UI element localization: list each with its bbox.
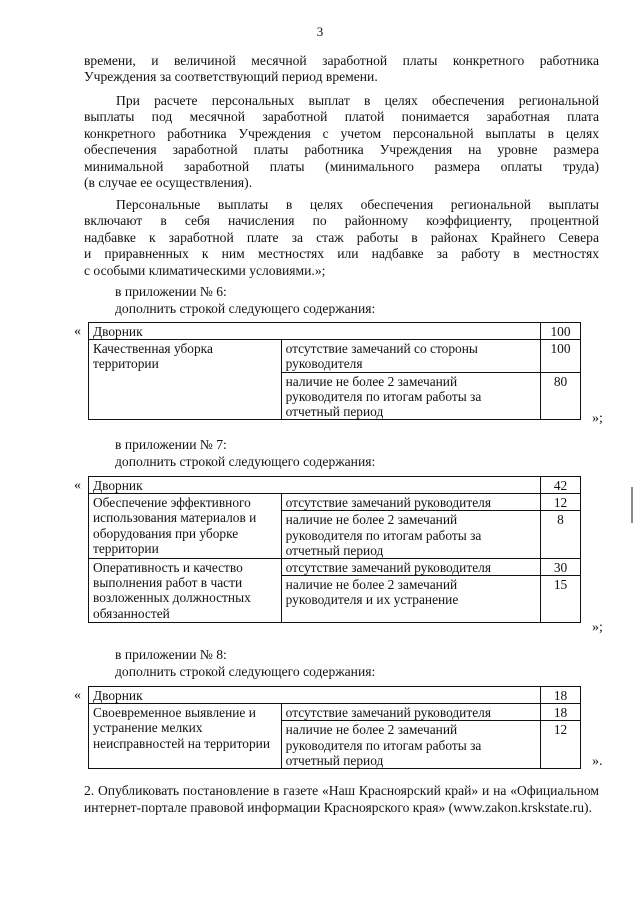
- calc-line: При расчете персональных выплат в целях обеспечения региональной: [116, 93, 599, 108]
- publication-paragraph: [84, 782, 599, 816]
- appendix7-table: [88, 476, 581, 623]
- appendix7-heading: в приложении № 7:: [115, 437, 227, 452]
- personal-line: надбавке к заработной плате за стаж работы в районах Крайнего Севера: [84, 229, 599, 245]
- table-row: [89, 687, 581, 704]
- points-cell: 12: [541, 494, 581, 511]
- appendix8-heading: в приложении № 8:: [115, 647, 227, 662]
- table-row: [89, 340, 581, 372]
- position-total: 42: [541, 477, 581, 494]
- condition-cell: отсутствие замечаний руководителя: [281, 494, 540, 511]
- appendix6-open-quote: «: [74, 324, 81, 339]
- calc-paragraph: [84, 93, 599, 191]
- personal-line: Персональные выплаты в целях обеспечения региональной выплаты: [116, 197, 599, 212]
- table-row: [89, 704, 581, 721]
- personal-payments-paragraph: [84, 197, 599, 279]
- calc-line: конкретного работника Учреждения с учетом персональной выплаты в целях: [84, 125, 599, 141]
- condition-cell: отсутствие замечаний со стороны руководителя: [281, 340, 540, 372]
- criterion-cell: Обеспечение эффективного использования материалов и оборудования при уборке территории: [89, 494, 282, 559]
- calc-line: выплаты под месячной заработной платой понимается заработная плата: [84, 109, 599, 125]
- condition-cell: отсутствие замечаний руководителя: [281, 704, 540, 721]
- condition-cell: наличие не более 2 замечаний руководителя по итогам работы за отчетный период: [281, 511, 540, 559]
- intro-line: времени, и величиной месячной заработной платы конкретного работника: [84, 53, 599, 68]
- personal-line: включают в себя начисления по районному коэффициенту, процентной: [84, 213, 599, 229]
- appendix6-table: [88, 322, 581, 420]
- calc-line: обеспечения заработной платы работника Учреждения на уровне размера: [84, 142, 599, 158]
- position-total: 18: [541, 687, 581, 704]
- criterion-cell: Оперативность и качество выполнения работ в части возложенных должностных обязанностей: [89, 559, 282, 623]
- scan-edge-mark: [631, 487, 633, 523]
- position-cell: Дворник: [89, 687, 541, 704]
- points-cell: 100: [541, 340, 581, 372]
- appendix8-subheading: дополнить строкой следующего содержания:: [115, 664, 376, 679]
- appendix7-open-quote: «: [74, 478, 81, 493]
- appendix6-close-quote: »;: [592, 411, 603, 426]
- table-row: [89, 559, 581, 576]
- points-cell: 15: [541, 576, 581, 623]
- condition-cell: наличие не более 2 замечаний руководителя и их устранение: [281, 576, 540, 623]
- table-row: [89, 323, 581, 340]
- appendix7-close-quote: »;: [592, 620, 603, 635]
- intro-paragraph: [84, 53, 599, 86]
- publication-line: края» (www.zakon.krskstate.ru).: [412, 800, 592, 815]
- condition-cell: наличие не более 2 замечаний руководителя по итогам работы за отчетный период: [281, 372, 540, 420]
- table-row: [89, 477, 581, 494]
- personal-line: с особыми климатическими условиями.»;: [84, 262, 326, 278]
- position-cell: Дворник: [89, 323, 541, 340]
- position-cell: Дворник: [89, 477, 541, 494]
- publication-line: 2. Опубликовать постановление в газете «Наш Красноярский край»: [84, 783, 479, 798]
- personal-line: и приравненных к ним местностях или надбавке за работу в местностях: [84, 246, 599, 262]
- criterion-cell: Своевременное выявление и устранение мелких неисправностей на территории: [89, 704, 282, 769]
- appendix8-table: [88, 686, 581, 769]
- publication-line: и на «Официальном интернет-портале правовой информации Красноярского: [84, 783, 600, 815]
- criterion-cell: Качественная уборка территории: [89, 340, 282, 420]
- appendix6-subheading: дополнить строкой следующего содержания:: [115, 301, 376, 316]
- page-number: 3: [316, 24, 324, 39]
- appendix8-open-quote: «: [74, 688, 81, 703]
- position-total: 100: [541, 323, 581, 340]
- appendix6-heading: в приложении № 6:: [115, 284, 227, 299]
- points-cell: 8: [541, 511, 581, 559]
- points-cell: 12: [541, 721, 581, 769]
- points-cell: 80: [541, 372, 581, 420]
- points-cell: 30: [541, 559, 581, 576]
- calc-line: (в случае ее осуществления).: [84, 175, 253, 191]
- appendix8-close-quote: ».: [592, 754, 603, 769]
- condition-cell: наличие не более 2 замечаний руководителя по итогам работы за отчетный период: [281, 721, 540, 769]
- appendix7-subheading: дополнить строкой следующего содержания:: [115, 454, 376, 469]
- calc-line: минимальной заработной платы (минимального размера оплаты труда): [84, 158, 599, 174]
- intro-line: Учреждения за соответствующий период времени.: [84, 69, 378, 85]
- condition-cell: отсутствие замечаний руководителя: [281, 559, 540, 576]
- points-cell: 18: [541, 704, 581, 721]
- table-row: [89, 494, 581, 511]
